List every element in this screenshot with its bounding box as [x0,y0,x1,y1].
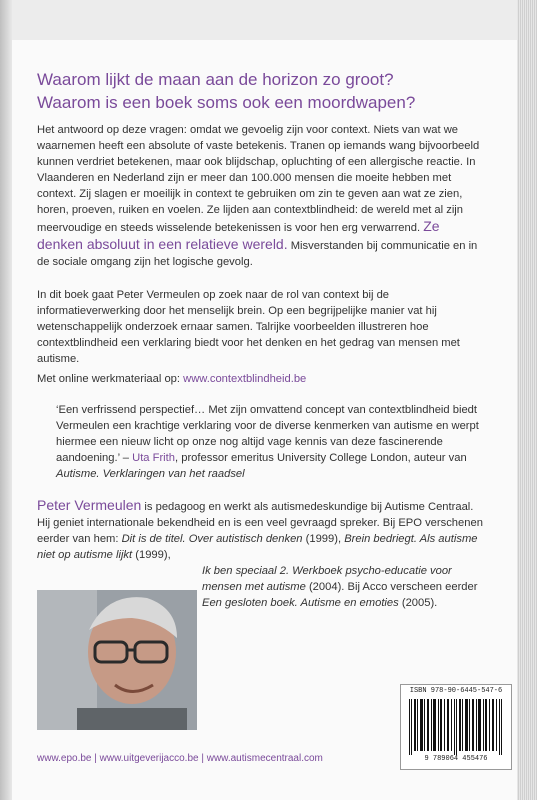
bio-book-2: Brein bedriegt. Als autisme niet op autisme lijkt [37,533,478,561]
online-link[interactable]: www.contextblindheid.be [183,373,307,385]
heading-line-2: Waarom is een boek soms ook een moordwapen? [37,93,416,112]
publisher-websites[interactable]: www.epo.be | www.uitgeverijacco.be | www.autismecentraal.com [37,753,323,764]
quote-text: ‘Een verfrissend perspectief… Met zijn omvattend concept van contextblindheid biedt Vermeulen een krachtige verklaring voor de diverse kenmerken van autisme en werpt hiermee een nieuw licht op onze nog altijd vage kennis van deze fascinerende aandoening.’ – [56,404,479,464]
quote-affiliation: , professor emeritus University College London, auteur van [175,452,467,464]
book-spine [0,0,12,800]
intro-tail: Misverstanden bij communicatie en in de sociale omgang zijn het logische gevolg. [37,240,478,268]
bio-intro: is pedagoog en werkt als autismedeskundige bij Autisme Centraal. Hij geniet internationale bekendheid en is een veel gevraagd spreker. Bij EPO verschenen eerder van hem: [37,501,483,545]
isbn-label: ISBN 978-90-6445-547-6 [409,687,503,695]
author-portrait-illustration [37,590,197,730]
online-label: Met online werkmateriaal op: [37,373,181,385]
bio-book-1: Dit is de titel. Over autistisch denken [121,533,303,545]
author-name: Peter Vermeulen [37,497,142,513]
bio-book-3: Ik ben speciaal 2. Werkboek psycho-educatie voor mensen met autisme [202,565,452,593]
page-edges [517,0,537,800]
intro-text: Het antwoord op deze vragen: omdat we gevoelig zijn voor context. Niets van wat we waarnemen heeft een absolute of vaste betekenis. Tranen op iemands wang bijvoorbeeld kunnen verdriet betekenen, maar ook blijdschap, opluchting of een allergische reactie. In Vlaanderen en Nederland zijn er meer dan 100.000 mensen die moeite hebben met context. Zij slagen er moeilijk in context te gebruiken om zin te geven aan wat ze zien, horen, proeven, ruiken en voelen. Ze lijden aan contextblindheid: de wereld met al zijn meervoudige en steeds wisselende betekenissen is voor hen erg verwarrend. [37,124,480,234]
barcode-number: 9 789064 455476 [424,755,488,763]
online-material-line [37,371,487,387]
cover-top-strip [12,0,517,40]
quote-author: Uta Frith [132,452,176,464]
intro-highlight: Ze denken absoluut in een relatieve wereld. [37,218,440,252]
bio-year-3: (2004). Bij Acco verscheen eerder [308,581,478,593]
barcode-bars [407,699,505,755]
endorsement-quote [56,402,488,482]
quote-book-title: Autisme. Verklaringen van het raadsel [56,468,245,480]
bio-year-4: (2005). [401,597,438,609]
intro-paragraph [37,122,487,270]
summary-paragraph: In dit boek gaat Peter Vermeulen op zoek naar de rol van context bij de informatieverwerking door het menselijk brein. Op een begrijpelijke manier vat hij wetenschappelijk onderzoek ernaar samen. Talrijke voorbeelden illustreren hoe contextblindheid een verklaring biedt voor het denken en het gedrag van mensen met autisme. [37,289,460,365]
bio-year-2: (1999), [135,549,171,561]
bio-book-4: Een gesloten boek. Autisme en emoties [202,597,399,609]
cover-heading [37,68,477,114]
heading-line-1: Waarom lijkt de maan aan de horizon zo groot? [37,70,394,89]
bio-year-1: (1999), [305,533,342,545]
author-photo [37,590,197,730]
